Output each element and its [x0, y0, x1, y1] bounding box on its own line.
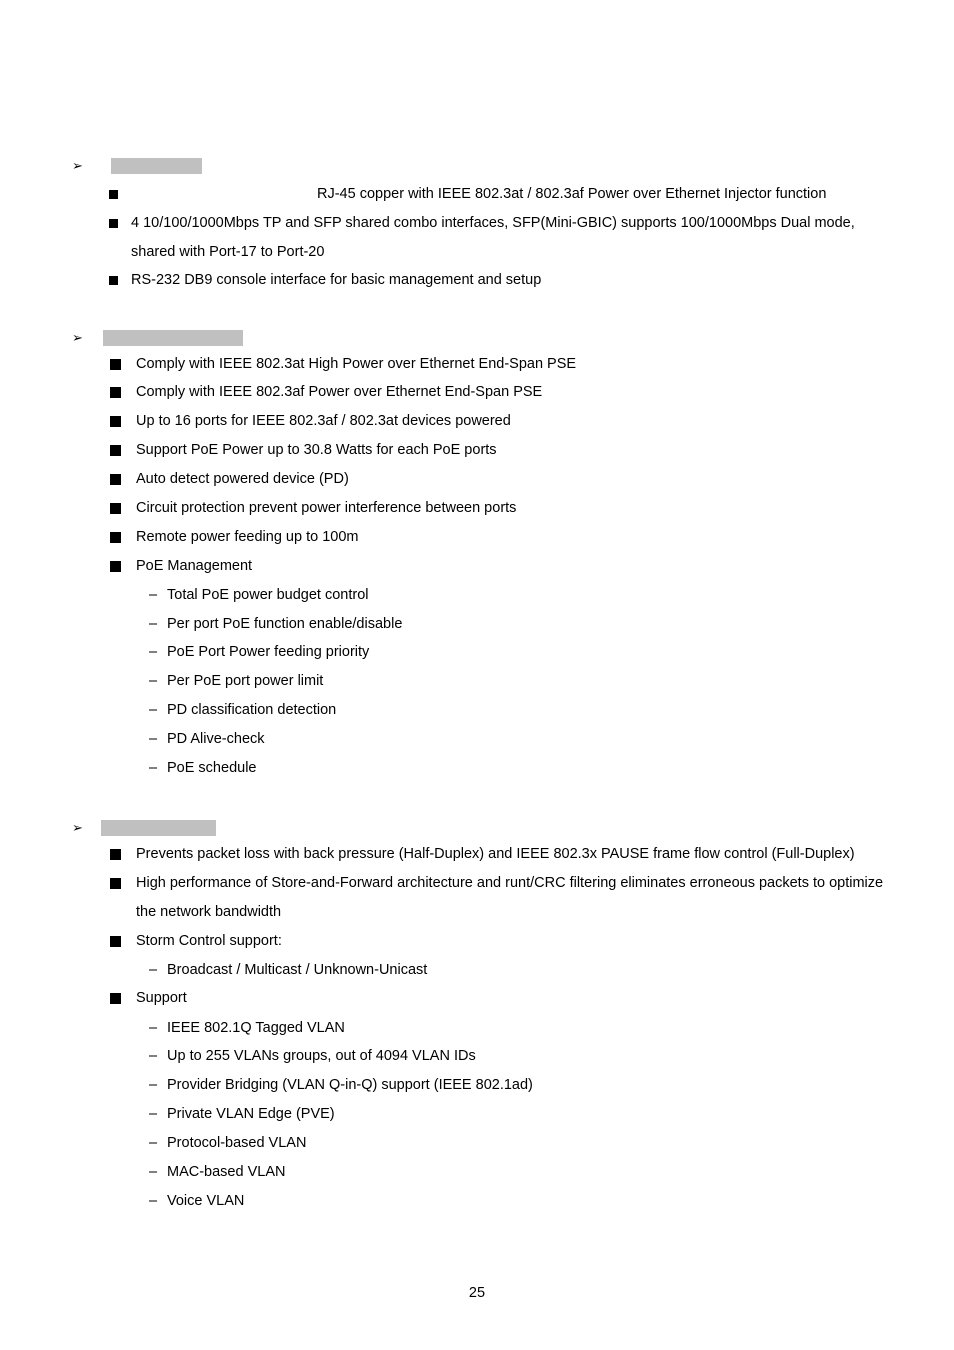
list-item: Support PoE Power up to 30.8 Watts for each PoE ports — [136, 442, 497, 458]
list-item: RS-232 DB9 console interface for basic management and setup — [131, 272, 542, 288]
arrow-bullet-icon: ➢ — [72, 820, 83, 835]
redacted-heading — [103, 330, 243, 346]
list-item: Comply with IEEE 802.3at High Power over Ethernet End-Span PSE — [136, 356, 577, 372]
square-bullet-icon — [110, 387, 121, 398]
square-bullet-icon — [110, 849, 121, 860]
dash-bullet-icon: – — [149, 1048, 158, 1064]
square-bullet-icon — [110, 993, 121, 1004]
list-item: Storm Control support: — [136, 933, 282, 949]
square-bullet-icon — [110, 445, 121, 456]
square-bullet-icon — [110, 936, 121, 947]
sub-list-item: PoE Port Power feeding priority — [167, 644, 370, 660]
square-bullet-icon — [110, 474, 121, 485]
sub-list-item: Per PoE port power limit — [167, 673, 324, 689]
square-bullet-icon — [110, 532, 121, 543]
dash-bullet-icon: – — [149, 731, 158, 747]
redacted-heading — [101, 820, 216, 836]
dash-bullet-icon: – — [149, 644, 158, 660]
dash-bullet-icon: – — [149, 962, 158, 978]
list-item: Support — [136, 990, 187, 1006]
sub-list-item: Up to 255 VLANs groups, out of 4094 VLAN IDs — [167, 1048, 476, 1064]
square-bullet-icon — [110, 561, 121, 572]
list-item: Up to 16 ports for IEEE 802.3af / 802.3at devices powered — [136, 413, 511, 429]
sub-list-item: PD classification detection — [167, 702, 337, 718]
list-item: 4 10/100/1000Mbps TP and SFP shared combo interfaces, SFP(Mini-GBIC) supports 100/1000Mbps Dual mode, — [131, 215, 855, 231]
dash-bullet-icon: – — [149, 1020, 158, 1036]
sub-list-item: PoE schedule — [167, 760, 257, 776]
list-item: High performance of Store-and-Forward architecture and runt/CRC filtering eliminates erroneous packets to optimize — [136, 875, 884, 891]
square-bullet-icon — [110, 503, 121, 514]
dash-bullet-icon: – — [149, 1077, 158, 1093]
square-bullet-icon — [109, 219, 118, 228]
sub-list-item: Private VLAN Edge (PVE) — [167, 1106, 335, 1122]
page-number: 25 — [468, 1285, 486, 1301]
square-bullet-icon — [109, 276, 118, 285]
sub-list-item: Provider Bridging (VLAN Q-in-Q) support (IEEE 802.1ad) — [167, 1077, 533, 1093]
dash-bullet-icon: – — [149, 587, 158, 603]
dash-bullet-icon: – — [149, 1106, 158, 1122]
list-item-continuation: shared with Port-17 to Port-20 — [131, 244, 325, 260]
list-item-continuation: the network bandwidth — [136, 904, 282, 920]
list-item: Circuit protection prevent power interference between ports — [136, 500, 517, 516]
sub-list-item: PD Alive-check — [167, 731, 265, 747]
list-item: Comply with IEEE 802.3af Power over Ethernet End-Span PSE — [136, 384, 543, 400]
dash-bullet-icon: – — [149, 1135, 158, 1151]
list-item: PoE Management — [136, 558, 253, 574]
sub-list-item: Per port PoE function enable/disable — [167, 616, 403, 632]
square-bullet-icon — [110, 878, 121, 889]
sub-list-item: Total PoE power budget control — [167, 587, 369, 603]
dash-bullet-icon: – — [149, 1164, 158, 1180]
sub-list-item: MAC-based VLAN — [167, 1164, 286, 1180]
sub-list-item: Broadcast / Multicast / Unknown-Unicast — [167, 962, 428, 978]
list-item: Prevents packet loss with back pressure (Half-Duplex) and IEEE 802.3x PAUSE frame flow control (Full-Duplex) — [136, 846, 855, 862]
sub-list-item: IEEE 802.1Q Tagged VLAN — [167, 1020, 345, 1036]
list-item: Remote power feeding up to 100m — [136, 529, 359, 545]
dash-bullet-icon: – — [149, 616, 158, 632]
dash-bullet-icon: – — [149, 673, 158, 689]
list-item: RJ-45 copper with IEEE 802.3at / 802.3af Power over Ethernet Injector function — [317, 186, 827, 202]
sub-list-item: Voice VLAN — [167, 1193, 245, 1209]
square-bullet-icon — [109, 190, 118, 199]
arrow-bullet-icon: ➢ — [72, 158, 83, 173]
dash-bullet-icon: – — [149, 1193, 158, 1209]
arrow-bullet-icon: ➢ — [72, 330, 83, 345]
dash-bullet-icon: – — [149, 760, 158, 776]
dash-bullet-icon: – — [149, 702, 158, 718]
square-bullet-icon — [110, 416, 121, 427]
redacted-heading — [111, 158, 202, 174]
square-bullet-icon — [110, 359, 121, 370]
list-item: Auto detect powered device (PD) — [136, 471, 349, 487]
sub-list-item: Protocol-based VLAN — [167, 1135, 307, 1151]
